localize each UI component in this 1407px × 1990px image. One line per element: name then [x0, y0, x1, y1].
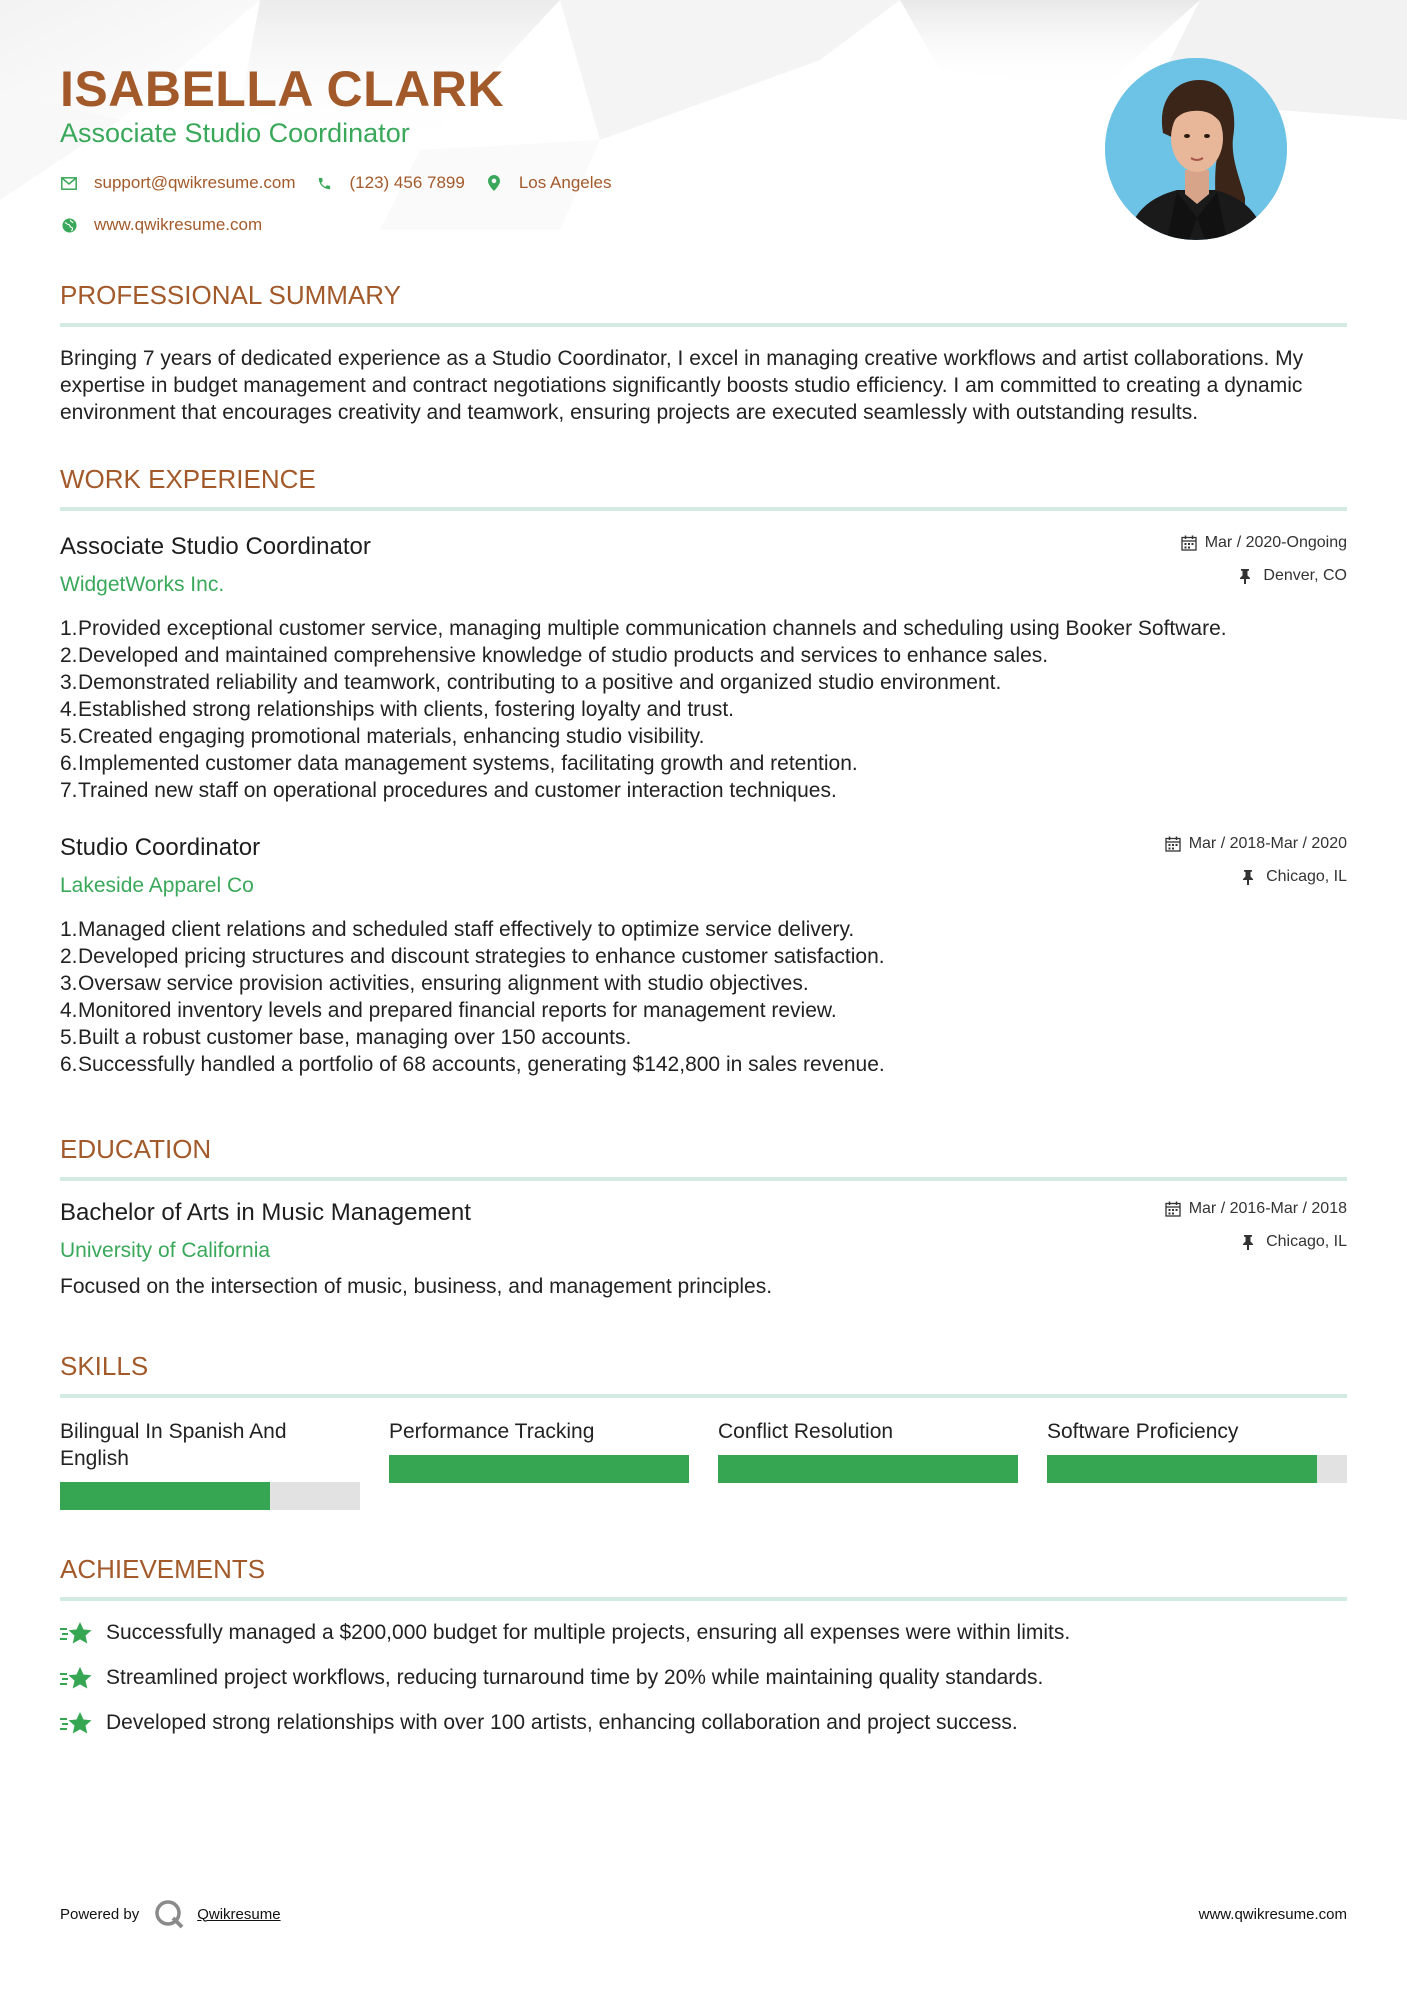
- website-text: www.qwikresume.com: [94, 215, 263, 234]
- candidate-name: ISABELLA CLARK: [60, 61, 505, 117]
- skills-grid: [60, 1418, 1347, 1510]
- job-title: Associate Studio Coordinator: [60, 533, 371, 560]
- skill-item: [718, 1418, 1018, 1510]
- resume-header: [60, 0, 1347, 250]
- pushpin-icon: [1239, 568, 1255, 584]
- powered-by-label: Powered by: [60, 1905, 140, 1923]
- globe-icon: [60, 216, 78, 234]
- summary-section: [60, 280, 1347, 426]
- footer: [60, 1898, 1347, 1930]
- list-item: 6. Implemented customer data management systems, facilitating growth and retention.: [60, 752, 858, 775]
- section-title-experience: WORK EXPERIENCE: [60, 464, 1347, 511]
- star-icon: [60, 1665, 94, 1691]
- qwikresume-logo-icon: [153, 1898, 185, 1930]
- list-item: [60, 1664, 1347, 1691]
- education-location: Chicago, IL: [1266, 1233, 1347, 1250]
- list-item: 4. Established strong relationships with clients, fostering loyalty and trust.: [60, 698, 734, 721]
- education-section: [60, 1134, 1347, 1299]
- list-item: 2. Developed pricing structures and discount strategies to enhance customer satisfaction.: [60, 945, 885, 968]
- education-meta: [1165, 1199, 1347, 1252]
- list-item: 3. Demonstrated reliability and teamwork, contributing to a positive and organized studio environment.: [60, 671, 1002, 694]
- list-item: 5. Built a robust customer base, managing over 150 accounts.: [60, 1026, 632, 1049]
- phone-text: (123) 456 7899: [349, 173, 465, 192]
- job-company: Lakeside Apparel Co: [60, 874, 254, 897]
- skill-item: [389, 1418, 689, 1510]
- education-entry: [60, 1199, 1347, 1299]
- contact-row-web: [60, 215, 282, 235]
- contact-phone[interactable]: [316, 173, 465, 193]
- achievements-list: [60, 1619, 1347, 1736]
- achievement-text: Streamlined project workflows, reducing turnaround time by 20% while maintaining quality standards.: [106, 1665, 1044, 1689]
- avatar: [1105, 58, 1287, 240]
- map-pin-icon: [485, 174, 503, 192]
- section-title-skills: SKILLS: [60, 1351, 1347, 1398]
- skill-fill: [389, 1455, 689, 1483]
- school-name: University of California: [60, 1239, 271, 1262]
- skill-bar: [389, 1455, 689, 1483]
- star-icon: [60, 1710, 94, 1736]
- job-entry: [60, 834, 1347, 1078]
- skill-fill: [60, 1482, 270, 1510]
- location-text: Los Angeles: [518, 173, 612, 192]
- achievement-text: Successfully managed a $200,000 budget for multiple projects, ensuring all expenses were within limits.: [106, 1620, 1071, 1644]
- summary-text: Bringing 7 years of dedicated experience as a Studio Coordinator, I excel in managing creative workflows and artist collaborations. My expertise in budget management and contract negotiations significantly boosts studio efficiency. I am committed to creating a dynamic environment that encourages creativity and teamwork, ensuring projects are executed seamlessly with outstanding results.: [60, 347, 1304, 424]
- list-item: 7. Trained new staff on operational procedures and customer interaction techniques.: [60, 779, 837, 802]
- job-meta: [1181, 533, 1347, 586]
- phone-icon: [316, 174, 334, 192]
- education-description: Focused on the intersection of music, business, and management principles.: [60, 1275, 773, 1298]
- skill-item: [1047, 1418, 1347, 1510]
- contact-email[interactable]: [60, 173, 296, 193]
- job-title: Studio Coordinator: [60, 834, 261, 861]
- candidate-role: Associate Studio Coordinator: [60, 118, 410, 148]
- job-location: Chicago, IL: [1266, 868, 1347, 885]
- skill-name: Software Proficiency: [1047, 1420, 1239, 1443]
- skill-name: Conflict Resolution: [718, 1420, 894, 1443]
- calendar-icon: [1165, 1201, 1181, 1217]
- education-dates: Mar / 2016-Mar / 2018: [1188, 1200, 1347, 1217]
- powered-by: [60, 1898, 281, 1930]
- job-bullets: [60, 615, 1347, 804]
- achievement-text: Developed strong relationships with over 100 artists, enhancing collaboration and project success.: [106, 1710, 1018, 1734]
- skill-bar: [60, 1482, 360, 1510]
- pushpin-icon: [1242, 1234, 1258, 1250]
- skills-section: [60, 1351, 1347, 1510]
- list-item: [60, 1709, 1347, 1736]
- list-item: [60, 1619, 1347, 1646]
- job-company: WidgetWorks Inc.: [60, 573, 225, 596]
- email-text: support@qwikresume.com: [94, 173, 296, 192]
- skill-item: [60, 1418, 360, 1510]
- skill-name: Bilingual In Spanish And English: [60, 1420, 287, 1470]
- pushpin-icon: [1242, 869, 1258, 885]
- skill-name: Performance Tracking: [389, 1420, 595, 1443]
- list-item: 3. Oversaw service provision activities, ensuring alignment with studio objectives.: [60, 972, 809, 995]
- contact-row: [60, 173, 631, 193]
- skill-fill: [718, 1455, 1018, 1483]
- skill-bar: [1047, 1455, 1347, 1483]
- list-item: 1. Managed client relations and scheduled staff effectively to optimize service delivery.: [60, 918, 855, 941]
- brand-link[interactable]: Qwikresume: [197, 1905, 281, 1923]
- job-dates: Mar / 2020-Ongoing: [1204, 534, 1347, 551]
- section-title-education: EDUCATION: [60, 1134, 1347, 1181]
- section-title-achievements: ACHIEVEMENTS: [60, 1554, 1347, 1601]
- calendar-icon: [1165, 836, 1181, 852]
- footer-website[interactable]: www.qwikresume.com: [1198, 1905, 1347, 1923]
- list-item: 1. Provided exceptional customer service, managing multiple communication channels and scheduling using Booker Software.: [60, 617, 1227, 640]
- list-item: 6. Successfully handled a portfolio of 68 accounts, generating $142,800 in sales revenue.: [60, 1053, 885, 1076]
- calendar-icon: [1181, 535, 1197, 551]
- skill-bar: [718, 1455, 1018, 1483]
- list-item: 2. Developed and maintained comprehensive knowledge of studio products and services to enhance sales.: [60, 644, 1049, 667]
- job-location: Denver, CO: [1263, 567, 1347, 584]
- envelope-icon: [60, 174, 78, 192]
- list-item: 5. Created engaging promotional materials, enhancing studio visibility.: [60, 725, 705, 748]
- list-item: 4. Monitored inventory levels and prepared financial reports for management review.: [60, 999, 837, 1022]
- job-dates: Mar / 2018-Mar / 2020: [1188, 835, 1347, 852]
- experience-section: [60, 464, 1347, 1078]
- skill-fill: [1047, 1455, 1317, 1483]
- contact-location: [485, 173, 612, 193]
- section-title-summary: PROFESSIONAL SUMMARY: [60, 280, 1347, 327]
- contact-website[interactable]: [60, 215, 262, 235]
- job-entry: [60, 533, 1347, 804]
- achievements-section: [60, 1554, 1347, 1736]
- degree-title: Bachelor of Arts in Music Management: [60, 1199, 471, 1226]
- job-meta: [1165, 834, 1347, 887]
- star-icon: [60, 1620, 94, 1646]
- job-bullets: [60, 916, 1347, 1078]
